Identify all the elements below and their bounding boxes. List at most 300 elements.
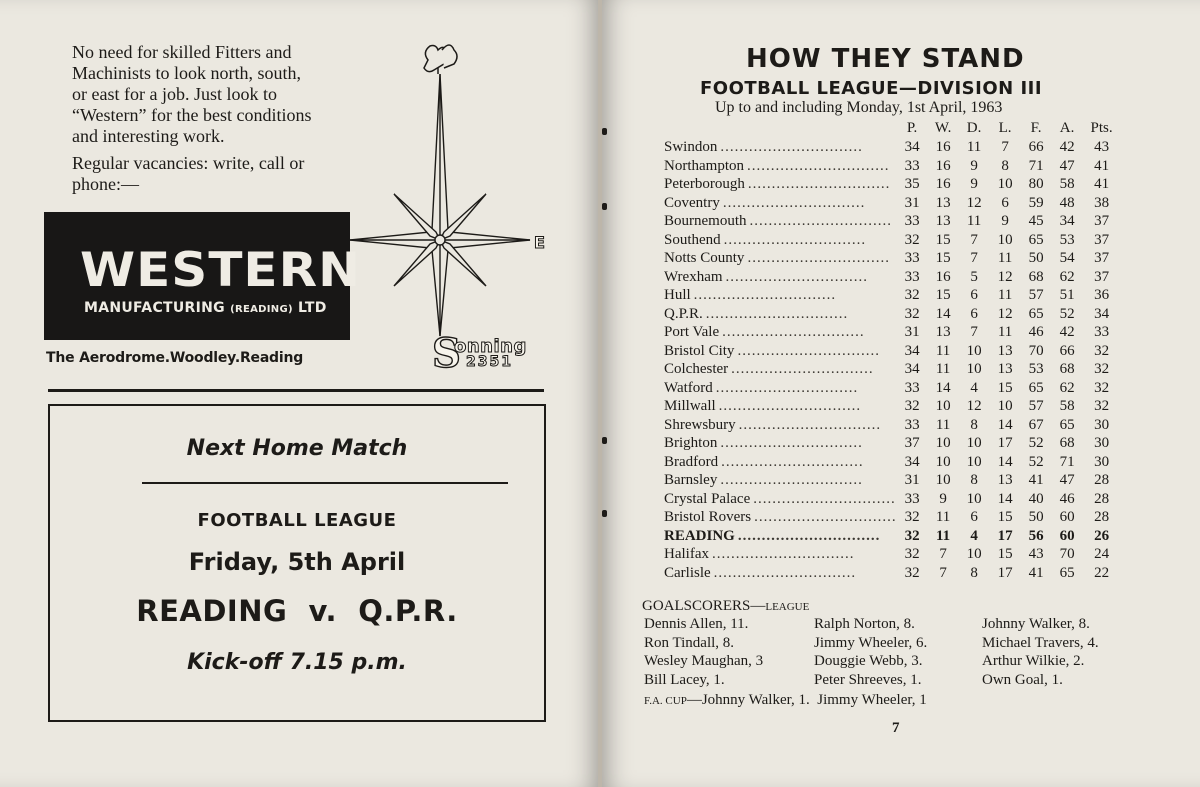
team-name: Shrewsbury bbox=[664, 417, 739, 433]
team-cell bbox=[664, 527, 897, 546]
header-drawn: D. bbox=[966, 119, 982, 136]
leader-dots: .............................. bbox=[693, 287, 837, 304]
table-row bbox=[664, 212, 1121, 231]
team-cell bbox=[664, 434, 897, 453]
leader-dots: .............................. bbox=[720, 139, 863, 156]
match-date: Friday, 5th April bbox=[188, 548, 406, 576]
stat-a: 48 bbox=[1059, 194, 1075, 211]
stat-d: 6 bbox=[970, 287, 978, 304]
logo-name: WESTERN bbox=[80, 242, 361, 298]
stat-d: 10 bbox=[966, 361, 982, 378]
stat-a: 51 bbox=[1059, 287, 1075, 304]
stat-a: 58 bbox=[1059, 398, 1075, 415]
goalscorer: Douggie Webb, 3. bbox=[814, 653, 923, 669]
stat-pts: 28 bbox=[1094, 472, 1110, 489]
team-cell bbox=[664, 212, 897, 231]
left-page bbox=[0, 0, 598, 787]
team-cell bbox=[664, 175, 897, 194]
stat-a: 42 bbox=[1059, 139, 1075, 156]
league-table-header bbox=[664, 118, 1121, 138]
stat-pts: 41 bbox=[1094, 157, 1110, 174]
match-box-divider bbox=[142, 482, 508, 484]
table-row bbox=[664, 471, 1121, 490]
stat-p: 32 bbox=[904, 509, 920, 526]
goalscorer: Michael Travers, 4. bbox=[982, 634, 1099, 651]
team-name: Bristol Rovers bbox=[664, 509, 754, 525]
leader-dots: .............................. bbox=[747, 157, 890, 174]
team-name: Bradford bbox=[664, 454, 721, 470]
stat-p: 31 bbox=[904, 324, 920, 341]
stat-w: 11 bbox=[935, 416, 951, 433]
goalscorers-header bbox=[642, 598, 809, 615]
leader-dots: .............................. bbox=[738, 416, 882, 433]
stat-d: 11 bbox=[966, 213, 982, 230]
stat-p: 37 bbox=[904, 435, 920, 452]
team-name: Swindon bbox=[664, 139, 720, 155]
stat-w: 15 bbox=[935, 250, 951, 267]
stat-a: 68 bbox=[1059, 361, 1075, 378]
stat-a: 34 bbox=[1059, 213, 1075, 230]
stat-d: 10 bbox=[966, 453, 982, 470]
stat-a: 60 bbox=[1059, 527, 1075, 544]
table-row bbox=[664, 342, 1121, 361]
team-cell bbox=[664, 194, 897, 213]
stat-p: 33 bbox=[904, 157, 920, 174]
stat-w: 9 bbox=[939, 490, 947, 507]
stat-pts: 28 bbox=[1094, 490, 1110, 507]
team-name: Halifax bbox=[664, 546, 712, 562]
fa-cup-label: F.A. CUP bbox=[644, 695, 687, 707]
stat-l: 14 bbox=[997, 453, 1013, 470]
stat-p: 34 bbox=[904, 453, 920, 470]
stat-d: 6 bbox=[970, 509, 978, 526]
stat-p: 32 bbox=[904, 305, 920, 322]
team-name: Crystal Palace bbox=[664, 491, 753, 507]
stat-l: 10 bbox=[997, 176, 1013, 193]
stat-d: 11 bbox=[966, 139, 982, 156]
rooster-icon bbox=[424, 45, 457, 74]
stat-pts: 38 bbox=[1094, 194, 1110, 211]
leader-dots: .............................. bbox=[721, 453, 864, 470]
stat-a: 68 bbox=[1059, 435, 1075, 452]
goalscorer: Bill Lacey, 1. bbox=[644, 671, 725, 688]
logo-sub-ltd: LTD bbox=[298, 300, 327, 316]
team-cell bbox=[664, 490, 897, 509]
page-title: HOW THEY STAND bbox=[746, 44, 1025, 74]
stat-f: 41 bbox=[1028, 564, 1044, 581]
table-row bbox=[664, 545, 1121, 564]
stat-f: 71 bbox=[1028, 157, 1044, 174]
leader-dots: .............................. bbox=[737, 527, 881, 544]
team-name: Brighton bbox=[664, 435, 720, 451]
leader-dots: .............................. bbox=[754, 509, 897, 526]
stat-w: 10 bbox=[935, 435, 951, 452]
stat-w: 14 bbox=[935, 379, 951, 396]
table-row bbox=[664, 138, 1121, 157]
table-row bbox=[664, 434, 1121, 453]
table-row bbox=[664, 490, 1121, 509]
team-name: Barnsley bbox=[664, 472, 720, 488]
table-row bbox=[664, 194, 1121, 213]
team-cell bbox=[664, 323, 897, 342]
team-cell bbox=[664, 138, 897, 157]
goalscorers-list bbox=[644, 615, 1144, 689]
leader-dots: .............................. bbox=[718, 398, 862, 415]
stat-f: 80 bbox=[1028, 176, 1044, 193]
leader-dots: .............................. bbox=[722, 194, 866, 211]
leader-dots: .............................. bbox=[722, 324, 865, 341]
stat-pts: 32 bbox=[1094, 398, 1110, 415]
team-name: Peterborough bbox=[664, 176, 748, 192]
stat-l: 15 bbox=[997, 546, 1013, 563]
stat-f: 68 bbox=[1028, 268, 1044, 285]
stat-l: 11 bbox=[997, 287, 1013, 304]
stat-l: 15 bbox=[997, 379, 1013, 396]
stat-l: 13 bbox=[997, 342, 1013, 359]
stat-pts: 33 bbox=[1094, 324, 1110, 341]
stat-w: 7 bbox=[939, 564, 947, 581]
team-name: Southend bbox=[664, 232, 724, 248]
stat-a: 54 bbox=[1059, 250, 1075, 267]
stat-l: 6 bbox=[1001, 194, 1009, 211]
goalscorers-league-label: LEAGUE bbox=[765, 601, 810, 613]
stat-pts: 37 bbox=[1094, 268, 1110, 285]
staple-hole bbox=[602, 203, 607, 210]
stat-f: 67 bbox=[1028, 416, 1044, 433]
stat-p: 35 bbox=[904, 176, 920, 193]
leader-dots: .............................. bbox=[720, 435, 863, 452]
stat-pts: 37 bbox=[1094, 213, 1110, 230]
team-name: READING bbox=[664, 528, 738, 544]
team-name: Millwall bbox=[664, 398, 719, 414]
stat-l: 13 bbox=[997, 361, 1013, 378]
next-home-match-box bbox=[48, 404, 546, 722]
goalscorer: Johnny Walker, 8. bbox=[982, 616, 1090, 632]
stat-d: 5 bbox=[970, 268, 978, 285]
stat-pts: 30 bbox=[1094, 416, 1110, 433]
stat-a: 58 bbox=[1059, 176, 1075, 193]
stat-l: 12 bbox=[997, 305, 1013, 322]
stat-d: 10 bbox=[966, 546, 982, 563]
header-points: Pts. bbox=[1090, 119, 1113, 136]
team-cell bbox=[664, 545, 897, 564]
table-row bbox=[664, 249, 1121, 268]
goalscorer: Wesley Maughan, 3 bbox=[644, 653, 764, 669]
leader-dots: .............................. bbox=[749, 213, 892, 230]
stat-f: 57 bbox=[1028, 287, 1044, 304]
stat-d: 4 bbox=[970, 527, 978, 544]
stat-f: 53 bbox=[1028, 361, 1044, 378]
table-row bbox=[664, 305, 1121, 324]
logo-sub-reading: (READING) bbox=[230, 304, 293, 315]
table-row bbox=[664, 286, 1121, 305]
stat-l: 12 bbox=[997, 268, 1013, 285]
stat-d: 7 bbox=[970, 324, 978, 341]
stat-p: 32 bbox=[904, 527, 920, 544]
stat-a: 71 bbox=[1059, 453, 1075, 470]
stat-a: 62 bbox=[1059, 268, 1075, 285]
stat-l: 13 bbox=[997, 472, 1013, 489]
stat-f: 45 bbox=[1028, 213, 1044, 230]
team-name: Watford bbox=[664, 380, 716, 396]
stat-l: 17 bbox=[997, 527, 1013, 544]
stat-p: 34 bbox=[904, 139, 920, 156]
western-logo bbox=[44, 212, 361, 340]
stat-p: 32 bbox=[904, 564, 920, 581]
table-row bbox=[664, 416, 1121, 435]
stat-l: 11 bbox=[997, 250, 1013, 267]
team-cell bbox=[664, 231, 897, 250]
stat-f: 40 bbox=[1028, 490, 1044, 507]
header-team bbox=[664, 118, 897, 138]
leader-dots: .............................. bbox=[747, 176, 891, 193]
team-name: Bournemouth bbox=[664, 213, 750, 229]
stat-a: 65 bbox=[1059, 564, 1075, 581]
stat-p: 33 bbox=[904, 416, 920, 433]
stat-f: 65 bbox=[1028, 379, 1044, 396]
stat-a: 52 bbox=[1059, 305, 1075, 322]
stat-d: 8 bbox=[970, 416, 978, 433]
stat-pts: 30 bbox=[1094, 453, 1110, 470]
stat-f: 57 bbox=[1028, 398, 1044, 415]
stat-d: 9 bbox=[970, 157, 978, 174]
team-name: Port Vale bbox=[664, 324, 722, 340]
stat-f: 50 bbox=[1028, 250, 1044, 267]
stat-p: 32 bbox=[904, 231, 920, 248]
table-row bbox=[664, 453, 1121, 472]
leader-dots: .............................. bbox=[753, 490, 896, 507]
stat-w: 11 bbox=[935, 509, 951, 526]
team-cell bbox=[664, 305, 897, 324]
logo-subtitle bbox=[84, 300, 327, 316]
team-name: Wrexham bbox=[664, 269, 726, 285]
stat-w: 13 bbox=[935, 194, 951, 211]
stat-a: 47 bbox=[1059, 157, 1075, 174]
fa-cup-scorers bbox=[644, 692, 927, 709]
stat-d: 10 bbox=[966, 342, 982, 359]
team-name: Bristol City bbox=[664, 343, 737, 359]
goalscorer: Peter Shreeves, 1. bbox=[814, 671, 922, 688]
stat-pts: 41 bbox=[1094, 176, 1110, 193]
stat-l: 8 bbox=[1001, 157, 1009, 174]
advert-body: No need for skilled Fitters and Machinists to look north, south, or east for a job. Just look to “Western” for the best conditions and interesting work. bbox=[72, 42, 312, 146]
stat-l: 10 bbox=[997, 231, 1013, 248]
stat-pts: 32 bbox=[1094, 361, 1110, 378]
stat-a: 42 bbox=[1059, 324, 1075, 341]
team-cell bbox=[664, 157, 897, 176]
stat-p: 33 bbox=[904, 213, 920, 230]
stat-w: 10 bbox=[935, 398, 951, 415]
stat-d: 10 bbox=[966, 490, 982, 507]
stat-p: 34 bbox=[904, 361, 920, 378]
stat-pts: 34 bbox=[1094, 305, 1110, 322]
stat-l: 14 bbox=[997, 416, 1013, 433]
stat-w: 16 bbox=[935, 176, 951, 193]
divider-line bbox=[48, 389, 544, 392]
team-cell bbox=[664, 508, 897, 527]
team-cell bbox=[664, 249, 897, 268]
stat-a: 46 bbox=[1059, 490, 1075, 507]
leader-dots: .............................. bbox=[705, 305, 849, 322]
stat-w: 14 bbox=[935, 305, 951, 322]
stat-f: 70 bbox=[1028, 342, 1044, 359]
goalscorer: Own Goal, 1. bbox=[982, 671, 1063, 688]
stat-f: 65 bbox=[1028, 231, 1044, 248]
phone-number: 2351 bbox=[466, 354, 513, 370]
goalscorer: Jimmy Wheeler, 6. bbox=[814, 634, 928, 651]
leader-dots: .............................. bbox=[731, 361, 874, 378]
team-name: Carlisle bbox=[664, 565, 714, 581]
table-row bbox=[664, 175, 1121, 194]
leader-dots: .............................. bbox=[720, 472, 863, 489]
fa-cup-scorer-list: —Johnny Walker, 1. Jimmy Wheeler, 1 bbox=[686, 692, 927, 708]
team-name: Coventry bbox=[664, 195, 723, 211]
stat-l: 9 bbox=[1001, 213, 1009, 230]
stat-f: 46 bbox=[1028, 324, 1044, 341]
table-date: Up to and including Monday, 1st April, 1963 bbox=[715, 99, 1003, 116]
western-advert-text bbox=[72, 42, 372, 201]
team-cell bbox=[664, 564, 897, 583]
stat-pts: 32 bbox=[1094, 379, 1110, 396]
leader-dots: .............................. bbox=[747, 250, 890, 267]
stat-a: 53 bbox=[1059, 231, 1075, 248]
team-cell bbox=[664, 379, 897, 398]
league-subtitle: FOOTBALL LEAGUE—DIVISION III bbox=[700, 78, 1043, 99]
stat-a: 65 bbox=[1059, 416, 1075, 433]
leader-dots: .............................. bbox=[723, 231, 867, 248]
stat-pts: 30 bbox=[1094, 435, 1110, 452]
match-fixture: READING v. Q.P.R. bbox=[136, 594, 458, 628]
stat-p: 33 bbox=[904, 268, 920, 285]
stat-pts: 24 bbox=[1094, 546, 1110, 563]
leader-dots: .............................. bbox=[737, 342, 880, 359]
header-for: F. bbox=[1030, 119, 1042, 136]
stat-pts: 43 bbox=[1094, 139, 1110, 156]
stat-w: 16 bbox=[935, 157, 951, 174]
stat-d: 6 bbox=[970, 305, 978, 322]
stat-p: 33 bbox=[904, 379, 920, 396]
team-name: Colchester bbox=[664, 361, 731, 377]
match-kickoff: Kick-off 7.15 p.m. bbox=[187, 650, 407, 675]
weathervane-compass-icon bbox=[350, 40, 550, 380]
header-against: A. bbox=[1059, 119, 1075, 136]
team-name: Q.P.R. bbox=[664, 306, 706, 322]
team-cell bbox=[664, 416, 897, 435]
goalscorer: Arthur Wilkie, 2. bbox=[982, 653, 1085, 669]
stat-p: 33 bbox=[904, 250, 920, 267]
stat-pts: 37 bbox=[1094, 250, 1110, 267]
header-won: W. bbox=[934, 119, 952, 136]
stat-pts: 32 bbox=[1094, 342, 1110, 359]
team-name: Notts County bbox=[664, 250, 747, 266]
stat-p: 33 bbox=[904, 490, 920, 507]
stat-w: 15 bbox=[935, 287, 951, 304]
stat-l: 7 bbox=[1001, 139, 1009, 156]
stat-d: 8 bbox=[970, 472, 978, 489]
stat-pts: 26 bbox=[1094, 527, 1110, 544]
team-cell bbox=[664, 397, 897, 416]
stat-a: 66 bbox=[1059, 342, 1075, 359]
table-row bbox=[664, 397, 1121, 416]
goalscorer: Dennis Allen, 11. bbox=[644, 616, 749, 632]
stat-l: 15 bbox=[997, 509, 1013, 526]
table-row bbox=[664, 268, 1121, 287]
stat-pts: 36 bbox=[1094, 287, 1110, 304]
stat-w: 7 bbox=[939, 546, 947, 563]
table-row bbox=[664, 564, 1121, 583]
staple-hole bbox=[602, 437, 607, 444]
stat-f: 43 bbox=[1028, 546, 1044, 563]
team-cell bbox=[664, 453, 897, 472]
stat-l: 11 bbox=[997, 324, 1013, 341]
stat-w: 11 bbox=[936, 527, 951, 544]
stat-a: 60 bbox=[1059, 509, 1075, 526]
goalscorer: Ralph Norton, 8. bbox=[814, 616, 915, 632]
team-name: Hull bbox=[664, 287, 694, 303]
next-match-title: Next Home Match bbox=[186, 436, 408, 461]
stat-w: 10 bbox=[935, 453, 951, 470]
phone-exchange: onning bbox=[454, 336, 527, 357]
stat-d: 12 bbox=[966, 398, 982, 415]
stat-l: 17 bbox=[997, 435, 1013, 452]
stat-w: 16 bbox=[935, 139, 951, 156]
leader-dots: .............................. bbox=[715, 379, 859, 396]
stat-w: 10 bbox=[935, 472, 951, 489]
table-row bbox=[664, 508, 1121, 527]
company-address: The Aerodrome.Woodley.Reading bbox=[46, 350, 304, 366]
logo-sub-manufacturing: MANUFACTURING bbox=[84, 300, 225, 316]
stat-w: 11 bbox=[935, 342, 951, 359]
stat-w: 11 bbox=[935, 361, 951, 378]
stat-f: 59 bbox=[1028, 194, 1044, 211]
right-page bbox=[602, 0, 1200, 787]
stat-f: 65 bbox=[1028, 305, 1044, 322]
stat-f: 56 bbox=[1028, 527, 1044, 544]
header-lost: L. bbox=[998, 119, 1012, 136]
stat-p: 32 bbox=[904, 398, 920, 415]
goalscorer: Ron Tindall, 8. bbox=[644, 634, 735, 651]
header-played: P. bbox=[906, 119, 918, 136]
stat-d: 8 bbox=[970, 564, 978, 581]
league-table-body bbox=[664, 138, 1121, 582]
page-number: 7 bbox=[892, 720, 900, 736]
stat-f: 52 bbox=[1028, 435, 1044, 452]
leader-dots: .............................. bbox=[713, 564, 857, 581]
team-cell bbox=[664, 360, 897, 379]
phone-initial: S bbox=[432, 330, 461, 377]
advert-contact: Regular vacancies: write, call or phone:— bbox=[72, 153, 305, 194]
table-row bbox=[664, 157, 1121, 176]
stat-p: 32 bbox=[904, 546, 920, 563]
stat-d: 9 bbox=[970, 176, 978, 193]
stat-a: 70 bbox=[1059, 546, 1075, 563]
stat-pts: 22 bbox=[1094, 564, 1110, 581]
stat-l: 17 bbox=[997, 564, 1013, 581]
stat-d: 12 bbox=[966, 194, 982, 211]
stat-l: 10 bbox=[997, 398, 1013, 415]
table-row bbox=[664, 360, 1121, 379]
stat-p: 32 bbox=[904, 287, 920, 304]
leader-dots: .............................. bbox=[711, 546, 855, 563]
stat-l: 14 bbox=[997, 490, 1013, 507]
stat-w: 13 bbox=[935, 213, 951, 230]
table-row bbox=[664, 379, 1121, 398]
goalscorers-title: GOALSCORERS— bbox=[642, 598, 766, 614]
stat-pts: 28 bbox=[1094, 509, 1110, 526]
staple-hole bbox=[602, 510, 607, 517]
stat-w: 15 bbox=[935, 231, 951, 248]
table-row bbox=[664, 527, 1121, 546]
